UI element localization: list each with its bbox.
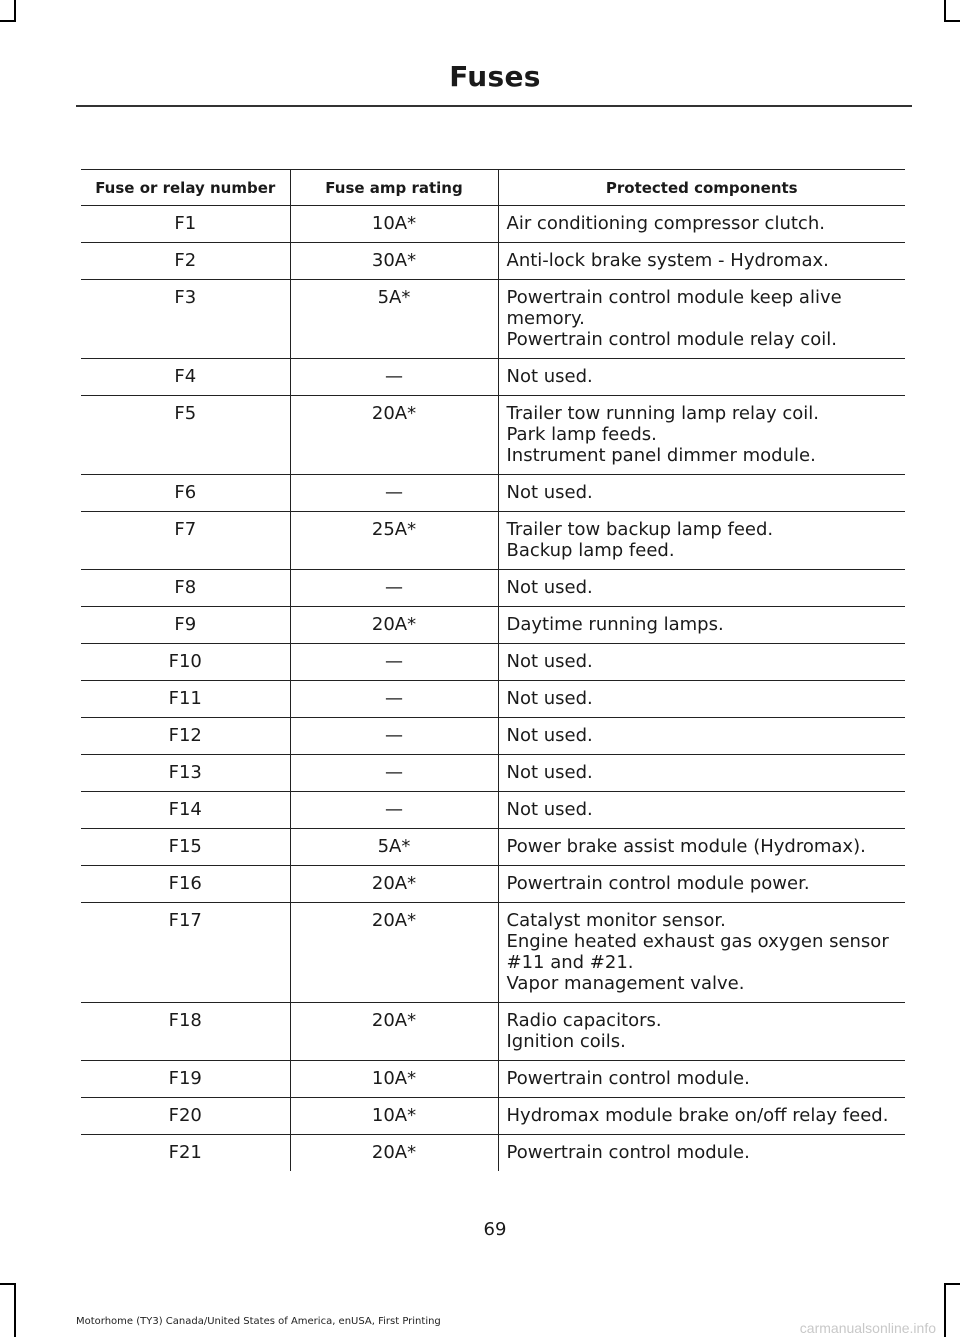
component-line: Backup lamp feed.	[506, 540, 675, 561]
fuse-number: F17	[81, 903, 290, 1003]
fuse-amp-rating: 20A*	[290, 396, 498, 475]
fuse-number: F4	[81, 359, 290, 396]
fuse-number: F13	[81, 755, 290, 792]
table-row	[81, 644, 905, 681]
crop-mark-bottom-right	[944, 1283, 960, 1285]
fuse-number: F19	[81, 1061, 290, 1098]
crop-mark-top-left	[0, 20, 16, 22]
table-row	[81, 206, 905, 243]
footer-publication-info: Motorhome (TY3) Canada/United States of America, enUSA, First Printing	[76, 1316, 441, 1327]
component-line: Powertrain control module keep alive	[506, 287, 842, 308]
component-line: Anti-lock brake system - Hydromax.	[506, 250, 829, 271]
fuse-number: F10	[81, 644, 290, 681]
component-line: Trailer tow running lamp relay coil.	[506, 403, 820, 424]
component-line: Power brake assist module (Hydromax).	[506, 836, 866, 857]
component-line: memory.	[506, 308, 585, 329]
component-line: Catalyst monitor sensor.	[506, 910, 726, 931]
table-row	[81, 280, 905, 359]
table-row	[81, 792, 905, 829]
component-line: Radio capacitors.	[506, 1010, 662, 1031]
fuse-amp-rating: —	[290, 359, 498, 396]
component-line: Not used.	[506, 482, 593, 503]
crop-mark-bottom-left	[14, 1283, 16, 1337]
component-line: Not used.	[506, 651, 593, 672]
protected-components	[498, 644, 905, 681]
component-line: #11 and #21.	[506, 952, 634, 973]
column-header-fuse-number: Fuse or relay number	[81, 170, 290, 206]
component-line: Powertrain control module power.	[506, 873, 810, 894]
fuse-amp-rating: 20A*	[290, 607, 498, 644]
fuse-number: F14	[81, 792, 290, 829]
page-number: 69	[483, 1219, 507, 1240]
column-header-protected-components: Protected components	[498, 170, 905, 206]
watermark-logo: carmanualsonline.info	[799, 1320, 936, 1336]
component-line: Not used.	[506, 725, 593, 746]
table-row	[81, 1061, 905, 1098]
protected-components	[498, 243, 905, 280]
table-row	[81, 396, 905, 475]
table-header-row	[81, 170, 905, 206]
protected-components	[498, 475, 905, 512]
protected-components	[498, 718, 905, 755]
component-line: Trailer tow backup lamp feed.	[506, 519, 774, 540]
crop-mark-bottom-left	[0, 1283, 16, 1285]
fuse-number: F2	[81, 243, 290, 280]
fuse-number: F8	[81, 570, 290, 607]
table-row	[81, 829, 905, 866]
component-line: Instrument panel dimmer module.	[506, 445, 816, 466]
fuse-amp-rating: —	[290, 570, 498, 607]
table-row	[81, 681, 905, 718]
fuse-number: F7	[81, 512, 290, 570]
fuse-amp-rating: —	[290, 644, 498, 681]
table-row	[81, 475, 905, 512]
fuse-amp-rating: 10A*	[290, 1098, 498, 1135]
component-line: Daytime running lamps.	[506, 614, 724, 635]
fuse-amp-rating: 25A*	[290, 512, 498, 570]
fuse-number: F20	[81, 1098, 290, 1135]
protected-components	[498, 1098, 905, 1135]
protected-components	[498, 755, 905, 792]
component-line: Vapor management valve.	[506, 973, 745, 994]
fuse-table	[81, 169, 905, 1171]
component-line: Ignition coils.	[506, 1031, 626, 1052]
table-row	[81, 512, 905, 570]
table-row	[81, 359, 905, 396]
fuse-amp-rating: 10A*	[290, 206, 498, 243]
fuse-number: F16	[81, 866, 290, 903]
table-row	[81, 243, 905, 280]
fuse-amp-rating: —	[290, 792, 498, 829]
protected-components	[498, 792, 905, 829]
component-line: Not used.	[506, 577, 593, 598]
fuse-amp-rating: 20A*	[290, 1135, 498, 1172]
component-line: Engine heated exhaust gas oxygen sensor	[506, 931, 889, 952]
protected-components	[498, 903, 905, 1003]
component-line: Hydromax module brake on/off relay feed.	[506, 1105, 889, 1126]
protected-components	[498, 359, 905, 396]
fuse-amp-rating: 10A*	[290, 1061, 498, 1098]
fuse-number: F6	[81, 475, 290, 512]
fuse-number: F12	[81, 718, 290, 755]
column-header-amp-rating: Fuse amp rating	[290, 170, 498, 206]
fuse-number: F11	[81, 681, 290, 718]
protected-components	[498, 829, 905, 866]
component-line: Not used.	[506, 799, 593, 820]
protected-components	[498, 570, 905, 607]
crop-mark-top-right	[944, 0, 946, 22]
component-line: Not used.	[506, 688, 593, 709]
component-line: Powertrain control module.	[506, 1068, 750, 1089]
component-line: Powertrain control module.	[506, 1142, 750, 1163]
fuse-amp-rating: —	[290, 755, 498, 792]
table-row	[81, 1135, 905, 1172]
fuse-amp-rating: 5A*	[290, 829, 498, 866]
fuse-number: F5	[81, 396, 290, 475]
fuse-amp-rating: 5A*	[290, 280, 498, 359]
fuse-number: F15	[81, 829, 290, 866]
component-line: Air conditioning compressor clutch.	[506, 213, 825, 234]
fuse-number: F21	[168, 1142, 202, 1163]
protected-components	[498, 681, 905, 718]
protected-components	[498, 1061, 905, 1098]
table-row	[81, 866, 905, 903]
protected-components	[498, 206, 905, 243]
protected-components	[498, 607, 905, 644]
fuse-amp-rating: 20A*	[290, 1003, 498, 1061]
component-line: Powertrain control module relay coil.	[506, 329, 837, 350]
component-line: Park lamp feeds.	[506, 424, 657, 445]
table-row	[81, 755, 905, 792]
table-row	[81, 1098, 905, 1135]
fuse-amp-rating: —	[290, 475, 498, 512]
protected-components	[498, 512, 905, 570]
fuse-amp-rating: 20A*	[290, 866, 498, 903]
page-title: Fuses	[449, 60, 541, 93]
fuse-amp-rating: 20A*	[290, 903, 498, 1003]
table-row	[81, 570, 905, 607]
fuse-number: F3	[81, 280, 290, 359]
title-divider	[76, 105, 912, 107]
protected-components	[498, 1135, 905, 1172]
table-row	[81, 1003, 905, 1061]
table-row	[81, 903, 905, 1003]
fuse-amp-rating: 30A*	[290, 243, 498, 280]
protected-components	[498, 1003, 905, 1061]
crop-mark-top-left	[14, 0, 16, 22]
table-row	[81, 607, 905, 644]
protected-components	[498, 396, 905, 475]
table-row	[81, 718, 905, 755]
component-line: Not used.	[506, 366, 593, 387]
protected-components	[498, 280, 905, 359]
crop-mark-bottom-right	[944, 1283, 946, 1337]
protected-components	[498, 866, 905, 903]
component-line: Not used.	[506, 762, 593, 783]
fuse-number: F9	[81, 607, 290, 644]
fuse-table-body	[81, 206, 905, 1172]
fuse-amp-rating: —	[290, 681, 498, 718]
crop-mark-top-right	[944, 20, 960, 22]
fuse-number: F1	[81, 206, 290, 243]
fuse-amp-rating: —	[290, 718, 498, 755]
fuse-number: F18	[81, 1003, 290, 1061]
